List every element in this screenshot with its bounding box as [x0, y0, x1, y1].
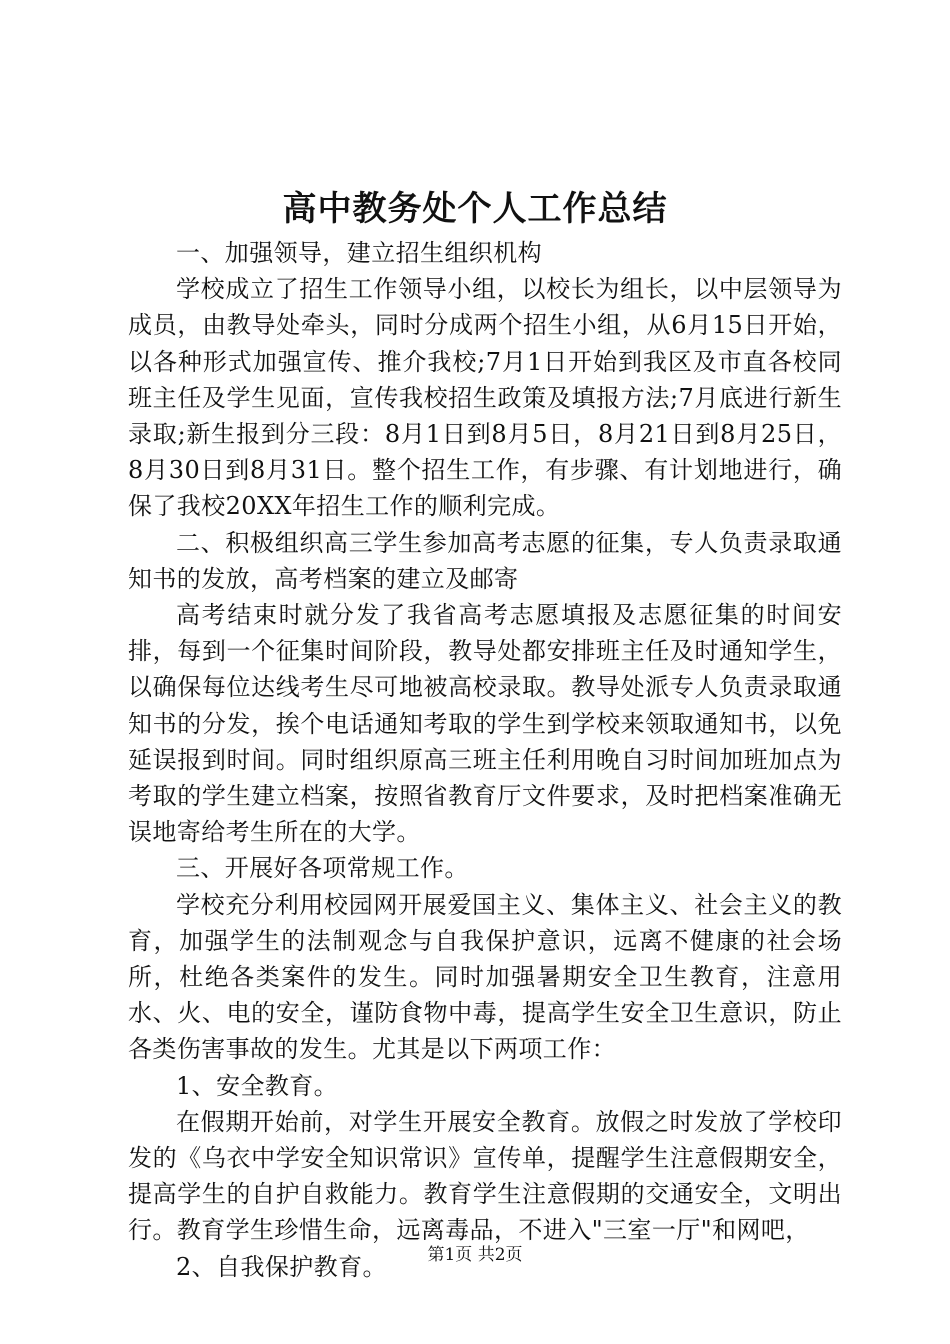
paragraph-1: 学校成立了招生工作领导小组，以校长为组长，以中层领导为成员，由教导处牵头，同时分成两个招生小组，从6月15日开始，以各种形式加强宣传、推介我校;7月1日开始到我区及市直各校同班主任及学生见面，宣传我校招生政策及填报方法;7月底进行新生录取;新生报到分三段：8月1日到8月5日，8月21日到8月25日，8月30日到8月31日。整个招生工作，有步骤、有计划地进行，确保了我校20XX年招生工作的顺利完成。	[128, 275, 842, 521]
document-title: 高中教务处个人工作总结	[282, 189, 668, 229]
section-heading-2: 二、积极组织高三学生参加高考志愿的征集，专人负责录取通知书的发放，高考档案的建立及邮寄	[128, 528, 842, 593]
document-body	[128, 235, 842, 1285]
page-number-footer: 第1页 共2页	[427, 1245, 523, 1265]
subheading-1: 1、安全教育。	[176, 1071, 339, 1100]
section-heading-1: 一、加强领导，建立招生组织机构	[176, 239, 542, 267]
subheading-2: 2、自我保护教育。	[176, 1252, 387, 1281]
section-heading-3: 三、开展好各项常规工作。	[176, 854, 469, 883]
paragraph-4: 在假期开始前，对学生开展安全教育。放假之时发放了学校印发的《乌衣中学安全知识常识》宣传单，提醒学生注意假期安全，提高学生的自护自救能力。教育学生注意假期的交通安全，文明出行。教育学生珍惜生命，远离毒品，不进入"三室一厅"和网吧，	[128, 1107, 842, 1245]
paragraph-2: 高考结束时就分发了我省高考志愿填报及志愿征集的时间安排，每到一个征集时间阶段，教导处都安排班主任及时通知学生，以确保每位达线考生尽可地被高校录取。教导处派专人负责录取通知书的分发，挨个电话通知考取的学生到学校来领取通知书，以免延误报到时间。同时组织原高三班主任利用晚自习时间加班加点为考取的学生建立档案，按照省教育厅文件要求，及时把档案准确无误地寄给考生所在的大学。	[128, 601, 842, 847]
paragraph-3: 学校充分利用校园网开展爱国主义、集体主义、社会主义的教育，加强学生的法制观念与自我保护意识，远离不健康的社会场所，杜绝各类案件的发生。同时加强暑期安全卫生教育，注意用水、火、电的安全，谨防食物中毒，提高学生安全卫生意识，防止各类伤害事故的发生。尤其是以下两项工作：	[128, 890, 842, 1064]
